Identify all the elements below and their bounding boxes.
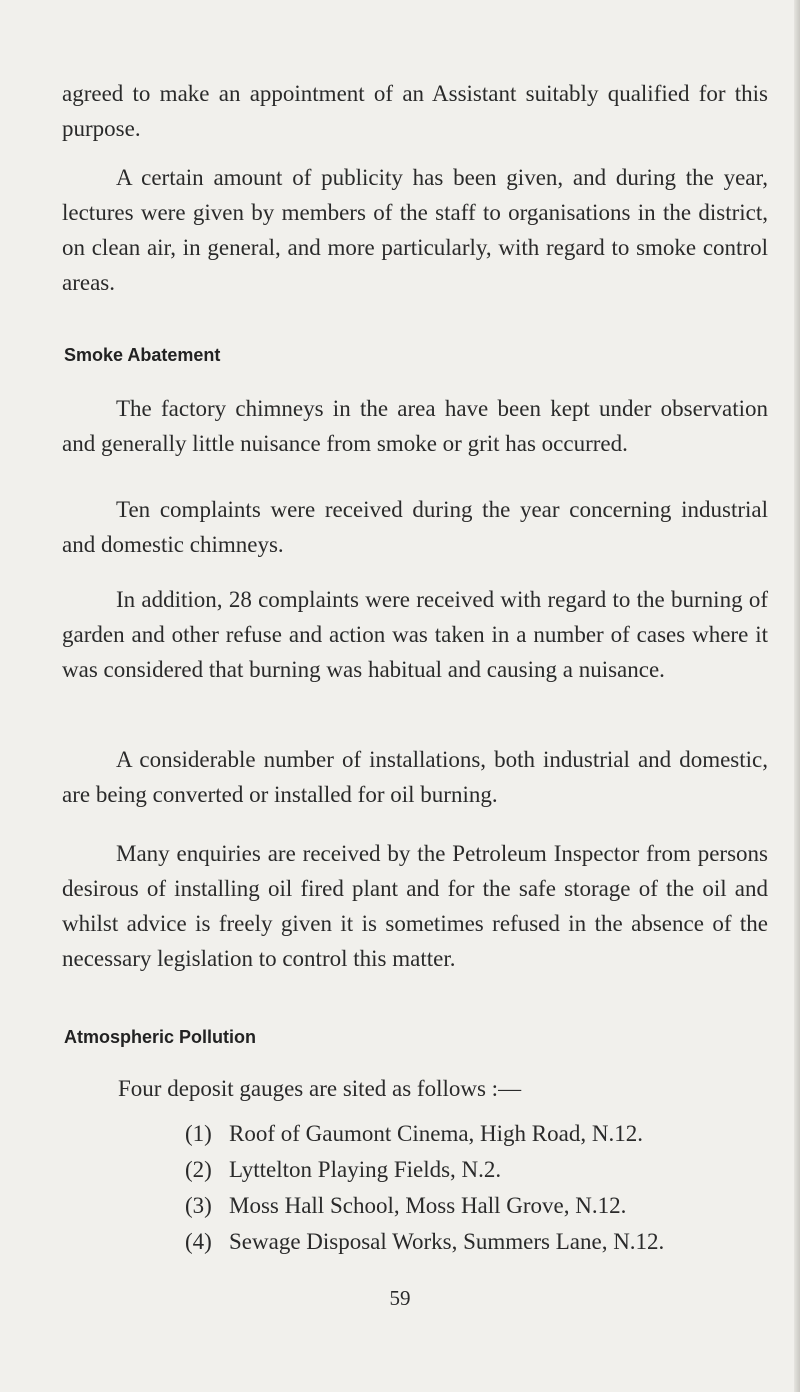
heading-smoke-abatement: Smoke Abatement [64, 345, 221, 365]
page-number: 59 [389, 1286, 411, 1310]
list-item [185, 1152, 664, 1188]
paragraph-deposit-gauges-intro: Four deposit gauges are sited as follows :— [118, 1076, 522, 1101]
list-item-text: Lyttelton Playing Fields, N.2. [229, 1157, 502, 1182]
list-item [185, 1188, 664, 1224]
list-item-number: (3) [185, 1193, 212, 1218]
list-item-text: Sewage Disposal Works, Summers Lane, N.12. [229, 1229, 665, 1254]
page-edge [794, 0, 800, 1392]
heading-atmospheric-pollution: Atmospheric Pollution [64, 1027, 257, 1047]
paragraph-oil-installations: A considerable number of installations, both industrial and domestic, are being converted or installed for oil burning. [62, 747, 768, 807]
list-item-text: Roof of Gaumont Cinema, High Road, N.12. [229, 1121, 643, 1146]
list-item-number: (4) [185, 1229, 212, 1254]
paragraph-factory-chimneys: The factory chimneys in the area have been kept under observation and generally little nuisance from smoke or grit has occurred. [62, 396, 768, 456]
paragraph-publicity: A certain amount of publicity has been given, and during the year, lectures were given by members of the staff to organisations in the district, on clean air, in general, and more particularly, with regard to smoke control areas. [62, 165, 768, 295]
paragraph-garden-refuse: In addition, 28 complaints were received with regard to the burning of garden and other refuse and action was taken in a number of cases where it was considered that burning was habitual and causing a nuisance. [62, 587, 768, 682]
paragraph-ten-complaints: Ten complaints were received during the year concerning industrial and domestic chimneys. [62, 497, 768, 557]
paragraph-petroleum-inspector: Many enquiries are received by the Petroleum Inspector from persons desirous of installing oil fired plant and for the safe storage of the oil and whilst advice is freely given it is sometimes refused in the absence of the necessary legislation to control this matter. [62, 841, 768, 971]
deposit-gauges-list [185, 1116, 664, 1260]
list-item-text: Moss Hall School, Moss Hall Grove, N.12. [229, 1193, 627, 1218]
list-item-number: (1) [185, 1121, 212, 1146]
list-item [185, 1224, 664, 1260]
list-item [185, 1116, 664, 1152]
paragraph-continuation: agreed to make an appointment of an Assistant suitably qualified for this purpose. [62, 81, 768, 141]
list-item-number: (2) [185, 1157, 212, 1182]
